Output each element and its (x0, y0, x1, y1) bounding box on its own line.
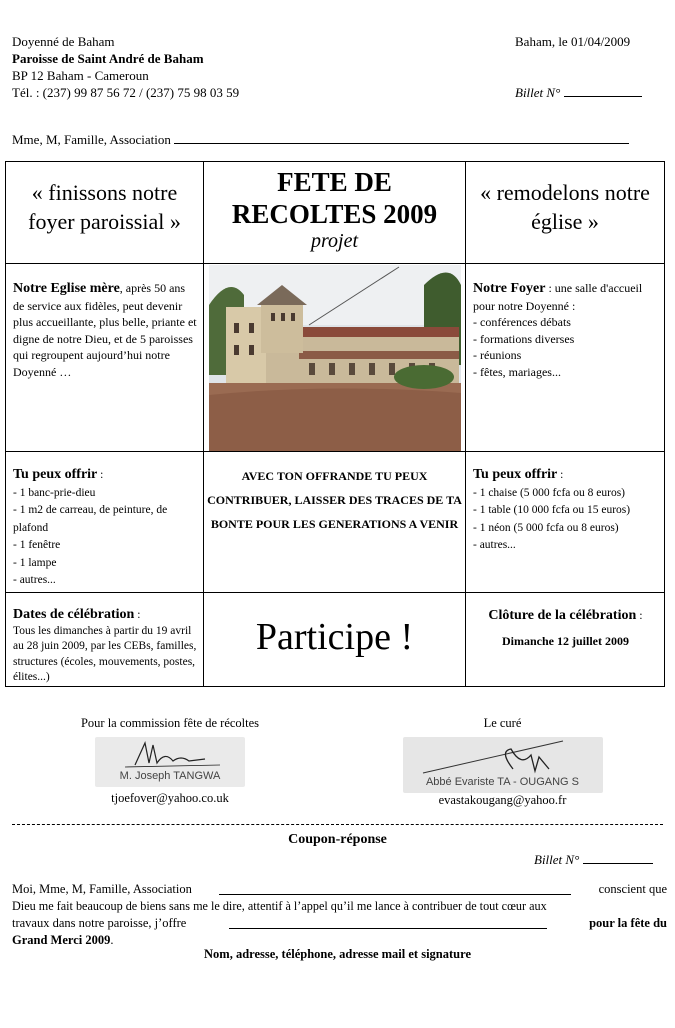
coupon-line4-dot: . (110, 933, 114, 947)
participe-text: Participe ! (255, 616, 414, 658)
coupon-body (12, 881, 667, 949)
offer-right-colon: : (557, 469, 564, 481)
coupon-ticket-number (534, 851, 653, 868)
dates-cell (6, 593, 204, 687)
priest-signer-name: Abbé Evariste TA - OUGANG S (425, 776, 580, 788)
coupon-line1-start: Moi, Mme, M, Famille, Association (12, 882, 192, 896)
coupon-line2: Dieu me fait beaucoup de biens sans me le dire, attentif à l’appel qu’il me lance à contribuer de tout cœur aux (12, 899, 547, 913)
handwritten-signature-icon (95, 737, 245, 773)
letterhead (12, 33, 239, 101)
closing-date: Dimanche 12 juillet 2009 (502, 633, 629, 648)
title-cell (204, 162, 466, 264)
foyer-item: - fêtes, mariages... (473, 364, 561, 379)
offer-right-item: - 1 table (10 000 fcfa ou 15 euros) (473, 504, 631, 516)
offer-left-item: - 1 m2 de carreau, de peinture, de plafond (13, 504, 168, 534)
dates-heading: Dates de célébration (13, 607, 135, 622)
closing-heading: Clôture de la célébration (488, 608, 637, 623)
phone-numbers: Tél. : (237) 99 87 56 72 / (237) 75 98 03 59 (12, 85, 240, 100)
church-photo (209, 265, 461, 451)
closing-colon: : (636, 608, 643, 622)
recipient-blank[interactable] (174, 143, 629, 144)
slogan-left-cell (6, 162, 204, 264)
place-date: Baham, le 01/04/2009 (515, 34, 631, 49)
church-heading: Notre Eglise mère (13, 281, 120, 296)
event-title: FETE DE RECOLTES 2009 (231, 167, 438, 229)
offer-right-item: - 1 chaise (5 000 fcfa ou 8 euros) (473, 486, 625, 499)
coupon-line3-start: travaux dans notre paroisse, j’offre (12, 916, 187, 930)
dates-colon: : (134, 609, 141, 621)
offer-left-item: - autres... (13, 574, 56, 586)
coupon-line1-end: conscient que (598, 882, 667, 896)
commission-title: Pour la commission fête de récoltes (80, 716, 260, 730)
offer-right-item: - 1 néon (5 000 fcfa ou 8 euros) (473, 521, 619, 534)
foyer-item: - formations diverses (473, 331, 575, 346)
commission-email: tjoefover@yahoo.co.uk (111, 791, 229, 805)
foyer-intro: : une salle d'accueil pour notre Doyenné : (473, 281, 643, 313)
commission-signature (95, 737, 245, 787)
coupon-line (12, 881, 667, 898)
coupon-offer-blank[interactable] (229, 915, 547, 929)
offer-left-item: - 1 fenêtre (13, 539, 61, 551)
coupon-ticket-label: Billet N° (534, 852, 580, 867)
coupon-footer: Nom, adresse, téléphone, adresse mail et signature (204, 947, 471, 961)
cut-line (12, 824, 663, 825)
slogan-left: « finissons notre foyer paroissial » (28, 180, 181, 234)
offer-left-item: - 1 lampe (13, 556, 57, 569)
foyer-cell (466, 264, 665, 452)
coupon-title: Coupon-réponse (288, 832, 387, 847)
slogan-right: « remodelons notre église » (480, 180, 650, 234)
offer-right-cell (466, 452, 665, 593)
center-message: AVEC TON OFFRANDE TU PEUX CONTRIBUER, LAISSER DES TRACES DE TA BONTE POUR LES GENERATIONS A VENIR (207, 469, 462, 531)
offer-left-cell (6, 452, 204, 593)
church-cell (6, 264, 204, 452)
offer-left-heading: Tu peux offrir (13, 467, 98, 482)
recipient-label: Mme, M, Famille, Association (12, 132, 171, 147)
recipient-line (12, 131, 629, 148)
closing-cell (466, 593, 665, 687)
offer-right-item: - autres... (473, 539, 516, 551)
slogan-right-cell (466, 162, 665, 264)
church-text: , après 50 ans de service aux fidèles, peut devenir plus accueillante, plus belle, priante et digne de notre Dieu, et de 5 paroisses qui regroupent aujourd’hui notre Doyenné … (13, 281, 197, 379)
dates-text: Tous les dimanches à partir du 19 avril au 28 juin 2009, par les CEBs, familles, structures (écoles, mouvements, postes, élites...) (13, 624, 197, 683)
priest-signature (403, 737, 603, 793)
info-table (5, 161, 665, 687)
commission-signature-block (60, 716, 280, 806)
coupon-line3-end: pour la fête du (589, 916, 667, 930)
offer-left-colon: : (97, 469, 104, 481)
ticket-number-blank[interactable] (564, 96, 642, 97)
event-subtitle: projet (310, 230, 359, 252)
coupon-ticket-blank[interactable] (583, 863, 653, 864)
commission-signer-name: M. Joseph TANGWA (119, 770, 221, 782)
postal-address: BP 12 Baham - Cameroun (12, 68, 149, 83)
priest-title: Le curé (483, 716, 522, 730)
handwritten-signature-icon (403, 737, 603, 777)
photo-cell (204, 264, 466, 452)
center-message-cell (204, 452, 466, 593)
foyer-item: - conférences débats (473, 315, 571, 329)
participe-cell (204, 593, 466, 687)
ticket-label: Billet N° (515, 85, 561, 100)
coupon-line4: Grand Merci 2009 (12, 933, 111, 947)
offer-left-item: - 1 banc-prie-dieu (13, 486, 96, 499)
priest-signature-block (395, 716, 610, 808)
deanery-name: Doyenné de Baham (12, 34, 115, 49)
foyer-item: - réunions (473, 348, 522, 362)
coupon-name-blank[interactable] (219, 881, 571, 895)
offer-right-heading: Tu peux offrir (473, 467, 558, 482)
ticket-number (515, 84, 642, 101)
foyer-heading: Notre Foyer (473, 281, 546, 296)
priest-email: evastakougang@yahoo.fr (438, 793, 567, 807)
parish-name: Paroisse de Saint André de Baham (12, 51, 204, 66)
coupon-line (12, 915, 667, 932)
